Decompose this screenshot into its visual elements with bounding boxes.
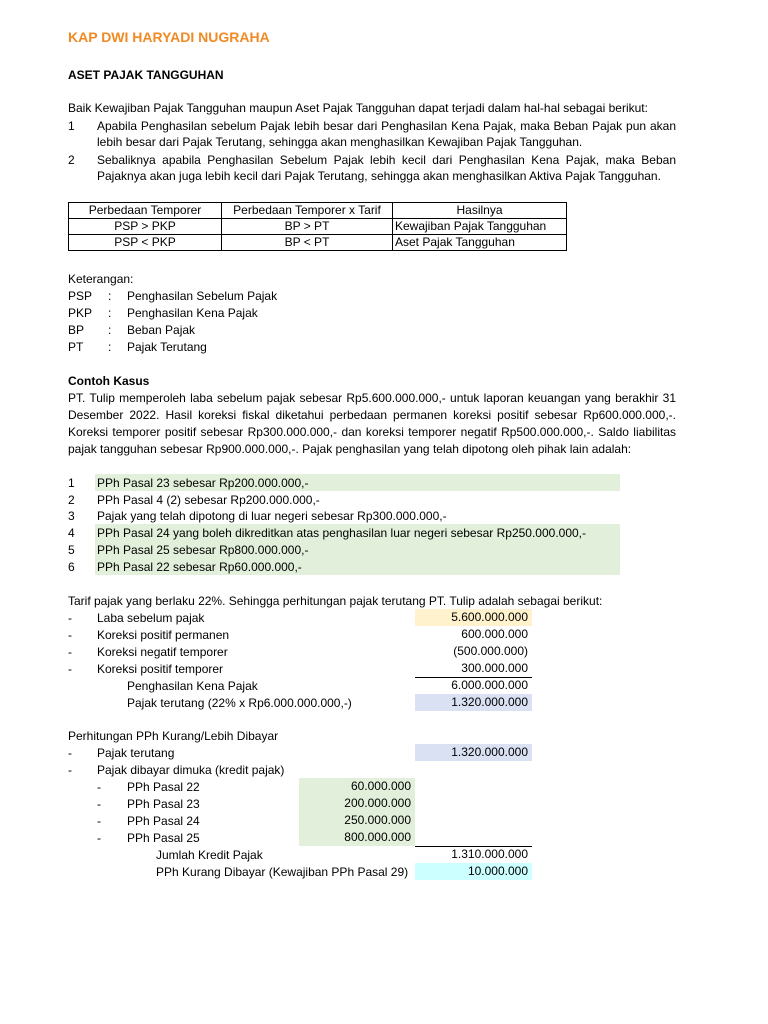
- calc-dash: -: [97, 831, 101, 845]
- list-item: PPh Pasal 23 sebesar Rp200.000.000,-: [97, 476, 309, 490]
- table-cell: Kewajiban Pajak Tangguhan: [393, 219, 567, 235]
- calc-dash: -: [97, 797, 101, 811]
- list-number: 1: [68, 476, 75, 490]
- section-title: ASET PAJAK TANGGUHAN: [68, 68, 224, 82]
- calc-dash: -: [68, 763, 72, 777]
- list-item: PPh Pasal 25 sebesar Rp800.000.000,-: [97, 543, 309, 557]
- condition-number: 1: [68, 119, 75, 133]
- calc-label: Koreksi positif permanen: [97, 628, 230, 642]
- calc-label: Laba sebelum pajak: [97, 611, 205, 625]
- condition-text: Apabila Penghasilan sebelum Pajak lebih besar dari Penghasilan Kena Pajak, maka Beban Pajak pun akan lebih besar dari Pajak Terutang, sehingga akan menghasilkan Kewajiban Pajak Tangguhan.: [97, 119, 676, 149]
- credit-item-value: 200.000.000: [299, 795, 415, 812]
- legend-desc: Penghasilan Kena Pajak: [127, 306, 258, 320]
- total-credit-label: Jumlah Kredit Pajak: [156, 848, 263, 862]
- calc-label: Koreksi negatif temporer: [97, 645, 228, 659]
- table-cell: PSP > PKP: [69, 219, 222, 235]
- credit-item-value: 60.000.000: [299, 778, 415, 795]
- condition-text: Sebaliknya apabila Penghasilan Sebelum Pajak lebih kecil dari Penghasilan Kena Pajak, maka Beban Pajaknya akan juga lebih kecil dari Pajak Terutang, sehingga akan menghasilkan Aktiva Pajak Tangguhan.: [97, 153, 676, 183]
- credit-item-value: 250.000.000: [299, 812, 415, 829]
- calc-dash: -: [68, 662, 72, 676]
- calc-label: Koreksi positif temporer: [97, 662, 224, 676]
- calc-value: 5.600.000.000: [415, 609, 532, 626]
- pph-title: Perhitungan PPh Kurang/Lebih Dibayar: [68, 729, 279, 743]
- condition-number: 2: [68, 153, 75, 167]
- intro-text: Baik Kewajiban Pajak Tangguhan maupun Aset Pajak Tangguhan dapat terjadi dalam hal-hal sebagai berikut:: [68, 101, 648, 115]
- case-text: PT. Tulip memperoleh laba sebelum pajak sebesar Rp5.600.000.000,- untuk laporan keuangan yang berakhir 31 Desember 2022. Hasil koreksi fiskal diketahui perbedaan permanen koreksi positif sebesar Rp600.000.000,-. Koreksi temporer positif sebesar Rp300.000.000,- dan koreksi temporer negatif Rp500.000.000,-. Saldo liabilitas pajak tangguhan sebesar Rp900.000.000,-. Pajak penghasilan yang telah dipotong oleh pihak lain adalah:: [68, 391, 676, 456]
- legend-desc: Penghasilan Sebelum Pajak: [127, 289, 278, 303]
- table-cell: PSP < PKP: [69, 235, 222, 251]
- credit-item-label: PPh Pasal 25: [127, 831, 200, 845]
- calc-intro: Tarif pajak yang berlaku 22%. Sehingga perhitungan pajak terutang PT. Tulip adalah sebagai berikut:: [68, 594, 603, 608]
- calc-dash: -: [97, 780, 101, 794]
- credit-item-label: PPh Pasal 23: [127, 797, 200, 811]
- list-item: PPh Pasal 4 (2) sebesar Rp200.000.000,-: [97, 493, 320, 507]
- table-cell: BP > PT: [222, 219, 393, 235]
- credit-item-value: 800.000.000: [299, 829, 415, 846]
- pt-label: Pajak terutang (22% x Rp6.000.000.000,-): [127, 696, 352, 710]
- list-item: PPh Pasal 22 sebesar Rp60.000.000,-: [97, 560, 302, 574]
- table-row: [69, 219, 567, 235]
- legend-abbr: PKP: [68, 306, 93, 320]
- list-item: PPh Pasal 24 yang boleh dikreditkan atas penghasilan luar negeri sebesar Rp250.000.000,-: [97, 526, 586, 540]
- calc-dash: -: [68, 746, 72, 760]
- calc-value: (500.000.000): [453, 644, 528, 658]
- table-cell: BP < PT: [222, 235, 393, 251]
- legend-sep: :: [108, 306, 112, 320]
- legend-sep: :: [108, 323, 112, 337]
- legend-title: Keterangan:: [68, 272, 134, 286]
- table-header: Perbedaan Temporer x Tarif: [222, 203, 393, 219]
- case-title: Contoh Kasus: [68, 374, 150, 388]
- calc-value: 300.000.000: [461, 661, 528, 675]
- legend-abbr: PSP: [68, 289, 93, 303]
- legend-sep: :: [108, 340, 112, 354]
- list-item: Pajak yang telah dipotong di luar negeri sebesar Rp300.000.000,-: [97, 509, 447, 523]
- list-number: 4: [68, 526, 75, 540]
- list-number: 6: [68, 560, 75, 574]
- calc-value: 600.000.000: [461, 627, 528, 641]
- total-credit-value: 1.310.000.000: [451, 847, 528, 861]
- table-header: Hasilnya: [393, 203, 567, 219]
- table-cell: Aset Pajak Tangguhan: [393, 235, 567, 251]
- list-number: 2: [68, 493, 75, 507]
- calc-dash: -: [97, 814, 101, 828]
- pt-value: 1.320.000.000: [415, 694, 532, 711]
- legend-abbr: PT: [68, 340, 84, 354]
- pph-pt-label: Pajak terutang: [97, 746, 175, 760]
- credit-label: Pajak dibayar dimuka (kredit pajak): [97, 763, 285, 777]
- list-number: 5: [68, 543, 75, 557]
- legend-desc: Beban Pajak: [127, 323, 196, 337]
- credit-item-label: PPh Pasal 24: [127, 814, 200, 828]
- list-number: 3: [68, 509, 75, 523]
- legend-desc: Pajak Terutang: [127, 340, 207, 354]
- pph-pt-value: 1.320.000.000: [415, 744, 532, 761]
- pkp-label: Penghasilan Kena Pajak: [127, 679, 258, 693]
- calc-dash: -: [68, 645, 72, 659]
- firm-name: KAP DWI HARYADI NUGRAHA: [68, 29, 270, 45]
- pkp-value: 6.000.000.000: [451, 678, 528, 692]
- calc-dash: -: [68, 628, 72, 642]
- result-value: 10.000.000: [415, 863, 532, 880]
- difference-table: [68, 202, 567, 251]
- calc-dash: -: [68, 611, 72, 625]
- legend-sep: :: [108, 289, 112, 303]
- result-label: PPh Kurang Dibayar (Kewajiban PPh Pasal 29): [156, 865, 409, 879]
- table-header-row: [69, 203, 567, 219]
- credit-item-label: PPh Pasal 22: [127, 780, 200, 794]
- legend-abbr: BP: [68, 323, 85, 337]
- table-row: [69, 235, 567, 251]
- table-header: Perbedaan Temporer: [69, 203, 222, 219]
